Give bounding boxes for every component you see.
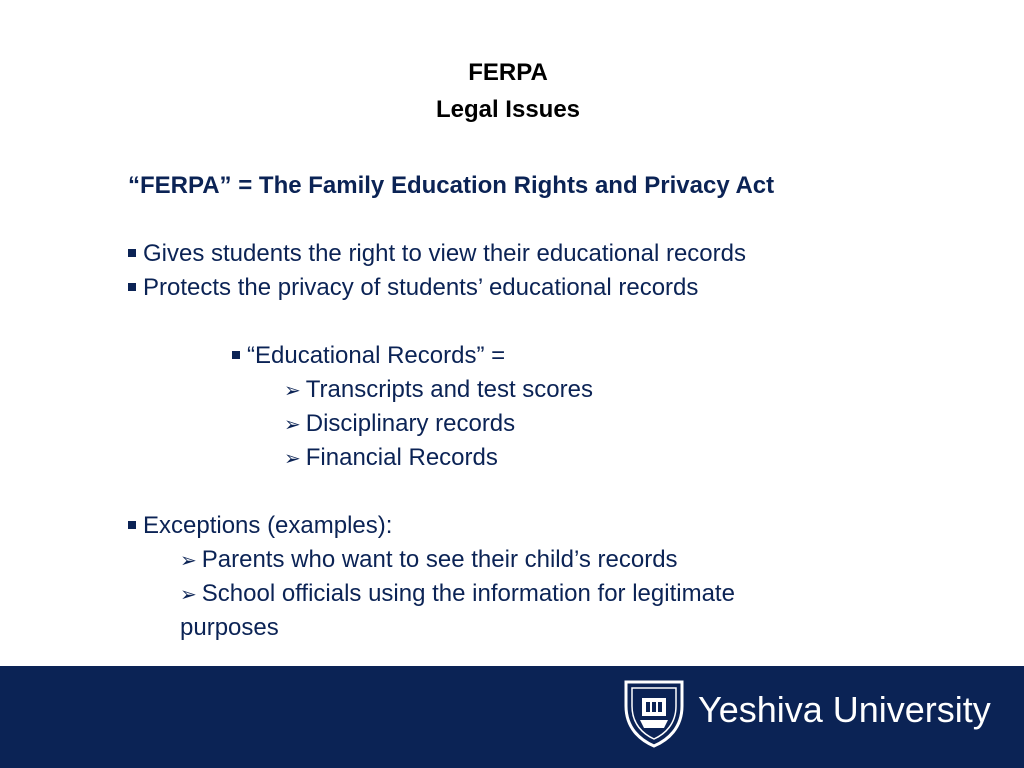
educational-record-item xyxy=(284,407,515,442)
exceptions-heading xyxy=(128,509,392,543)
bullet-item xyxy=(128,237,746,271)
arrow-bullet-icon: ➢ xyxy=(284,380,301,402)
exception-item xyxy=(180,577,735,612)
item-text: Parents who want to see their child’s records xyxy=(201,546,678,573)
bullet-text: Protects the privacy of students’ educational records xyxy=(143,274,699,301)
bullet-item xyxy=(128,271,698,305)
bullet-text: Gives students the right to view their educational records xyxy=(143,240,746,267)
brand-wordmark: Yeshiva University xyxy=(698,689,991,730)
educational-record-item xyxy=(284,441,498,476)
educational-records-heading xyxy=(232,339,505,373)
exceptions-label: Exceptions (examples): xyxy=(143,512,393,539)
arrow-bullet-icon: ➢ xyxy=(284,448,301,470)
item-text: Transcripts and test scores xyxy=(305,376,593,403)
seal-logo-icon xyxy=(618,676,690,748)
educational-records-label: “Educational Records” = xyxy=(247,342,506,369)
slide-title xyxy=(0,54,1016,128)
square-bullet-icon xyxy=(128,283,136,291)
item-text: School officials using the information for legitimate xyxy=(201,580,735,607)
ferpa-definition: “FERPA” = The Family Education Rights and Privacy Act xyxy=(128,172,775,199)
arrow-bullet-icon: ➢ xyxy=(284,414,301,436)
square-bullet-icon xyxy=(128,249,136,257)
item-text: Disciplinary records xyxy=(305,410,516,437)
arrow-bullet-icon: ➢ xyxy=(180,584,197,606)
title-line-2: Legal Issues xyxy=(435,96,581,123)
square-bullet-icon xyxy=(232,351,240,359)
exception-item xyxy=(180,543,678,578)
educational-record-item xyxy=(284,373,593,408)
item-text: Financial Records xyxy=(305,444,498,471)
square-bullet-icon xyxy=(128,521,136,529)
arrow-bullet-icon: ➢ xyxy=(180,550,197,572)
exception-item-continuation: purposes xyxy=(180,614,279,641)
title-line-1: FERPA xyxy=(468,59,548,86)
